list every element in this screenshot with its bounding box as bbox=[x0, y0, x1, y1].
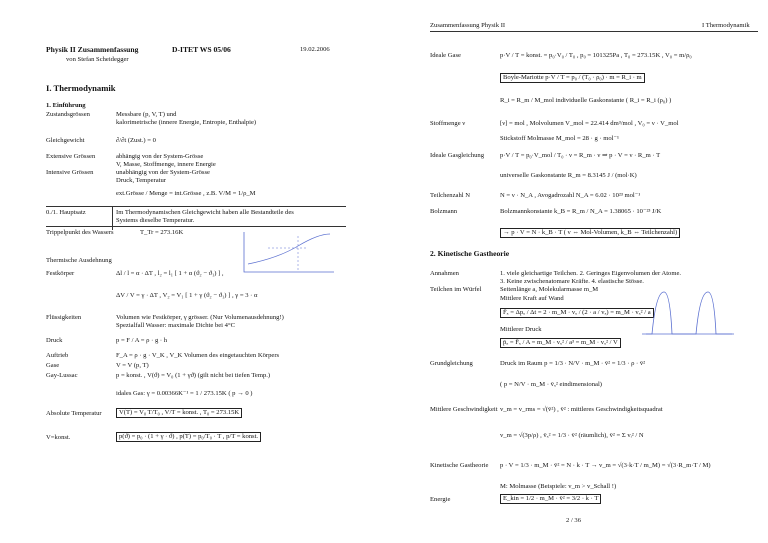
row-text: Seitenlänge a, Molekularmasse m_M bbox=[500, 286, 599, 293]
row-label: Gay-Lussac bbox=[46, 372, 78, 379]
row-label: Energie bbox=[430, 496, 451, 503]
row-label: Grundgleichung bbox=[430, 360, 473, 367]
subsection-title: 1. Einführung bbox=[46, 102, 86, 109]
section2-title: 2. Kinetische Gastheorie bbox=[430, 249, 510, 258]
header-rule bbox=[430, 31, 758, 32]
formula: v_m = √(3p/ρ) , v̄ₓ² = 1/3 · v̄² (räumlich), v̄² = Σ vᵢ² / N bbox=[500, 432, 644, 439]
page-header-left: Zusammenfassung Physik II bbox=[430, 22, 506, 29]
row-label: Trippelpunkt des Wassers bbox=[46, 229, 114, 236]
doc-date: 19.02.2006 bbox=[300, 46, 330, 53]
row-label: Druck bbox=[46, 337, 63, 344]
formula-box: V(T) = V₀ T/T₀ , V/T = konst. , T₀ = 273.15K bbox=[116, 408, 242, 418]
row-label: Gase bbox=[46, 362, 60, 369]
table-rule bbox=[46, 206, 346, 207]
formula-box: p̄ₓ = F̄ₓ / A = m_M · vₓ² / a³ = m_M · vₓ² / V bbox=[500, 338, 621, 348]
row-label: Stoffmenge ν bbox=[430, 120, 466, 127]
formula: Druck im Raum p = 1/3 · N/V · m_M · v̄² = 1/3 · ρ · v̄² bbox=[500, 360, 646, 367]
formula: p·V / T = p₀·V_mol / T₀ · ν = R_m · ν ⇒ p · V = ν · R_m · T bbox=[500, 152, 661, 159]
row-label: Ideale Gasgleichung bbox=[430, 152, 485, 159]
formula: V = V (p, T) bbox=[116, 362, 149, 369]
row-label: Teilchen im Würfel bbox=[430, 286, 482, 293]
formula-box: F̄ₓ = Δpₓ / Δt = 2 · m_M · vₓ / (2 · a / vₓ) = m_M · vₓ² / a bbox=[500, 308, 654, 318]
thermal-heading: Thermische Ausdehnung bbox=[46, 257, 112, 264]
row-text: ext.Grösse / Menge = int.Grösse , z.B. V/M = 1/ρ_M bbox=[116, 190, 256, 197]
row-text: kalorimetrische (innere Energie, Entropie, Enthalpie) bbox=[116, 119, 257, 126]
row-text: abhängig von der System-Grösse bbox=[116, 153, 204, 160]
row-label: Ideale Gase bbox=[430, 52, 461, 59]
row-text: Systems dieselbe Temperatur. bbox=[116, 217, 195, 224]
row-label: Absolute Temperatur bbox=[46, 410, 102, 417]
right-page bbox=[400, 0, 760, 543]
row-label: Gleichgewicht bbox=[46, 137, 85, 144]
formula: Δl / l = α · ΔT , l₂ = l₁ [ 1 + α (ϑ₂ − ϑ₁) ] , bbox=[116, 270, 224, 277]
row-label: Extensive Grössen bbox=[46, 153, 96, 160]
doc-title: Physik II Zusammenfassung bbox=[46, 45, 139, 54]
formula: p = F / A = ρ · g · h bbox=[116, 337, 168, 344]
row-label: V=konst. bbox=[46, 434, 71, 441]
page-number: 2 / 36 bbox=[566, 517, 582, 524]
formula: p·V / T = konst. = p₀·V₀ / T₀ , p₀ = 101325Pa , T₀ = 273.15K , V₀ = m/ρ₀ bbox=[500, 52, 692, 59]
sketch-graph bbox=[238, 228, 338, 276]
row-text: Messbare (p, V, T) und bbox=[116, 111, 177, 118]
formula-box: → p · V = N · k_B · T ( ν ⇔ Mol-Volumen, k_B ⇔ Teilchenzahl) bbox=[500, 228, 680, 238]
row-text: unabhängig von der System-Grösse bbox=[116, 169, 210, 176]
formula: p · V = 1/3 · m_M · v̄² = N · k · T → v_m = √(3·k·T / m_M) = √(3·R_m·T / M) bbox=[500, 462, 711, 469]
formula-box: Boyle-Mariotte p·V / T = p₀ / (T₀ · ρ₀) · m = R_i · m bbox=[500, 73, 645, 83]
row-label: Flüssigkeiten bbox=[46, 314, 82, 321]
row-text: Mittlere Kraft auf Wand bbox=[500, 295, 564, 302]
formula: p = konst. , V(ϑ) = V₀ (1 + γϑ) (gilt nicht bei tiefen Temp.) bbox=[116, 372, 271, 379]
table-rule bbox=[46, 226, 346, 227]
section-title: I. Thermodynamik bbox=[46, 83, 116, 93]
row-label: Annahmen bbox=[430, 270, 459, 277]
formula: [ν] = mol , Molvolumen V_mol = 22.414 dm³/mol , V₀ = ν · V_mol bbox=[500, 120, 679, 127]
row-text: ∂/∂t (Zust.) = 0 bbox=[116, 137, 156, 144]
row-label: Kinetische Gastheorie bbox=[430, 462, 489, 469]
row-label: Festkörper bbox=[46, 270, 75, 277]
row-label: Mittlere Geschwindigkeit bbox=[430, 406, 498, 413]
formula: idales Gas: γ = 0.00366K⁻¹ = 1 / 273.15K ( p → 0 ) bbox=[116, 390, 253, 397]
doc-subtitle: D-ITET WS 05/06 bbox=[172, 45, 231, 54]
row-text: 1. viele gleichartige Teilchen. 2. Geringes Eigenvolumen der Atome. bbox=[500, 270, 682, 277]
sketch-graph bbox=[638, 286, 738, 340]
formula-box: p(ϑ) = p₀ · (1 + γ · ϑ) , p(T) = p₀/T₀ · T , p/T = konst. bbox=[116, 432, 261, 442]
formula: universelle Gaskonstante R_m = 8.3145 J / (mol·K) bbox=[500, 172, 637, 179]
formula: R_i = R_m / M_mol individuelle Gaskonstante ( R_i = R_i (ρ₀) ) bbox=[500, 97, 672, 104]
formula-box: E_kin = 1/2 · m_M · v̄² = 3/2 · k · T bbox=[500, 494, 601, 504]
row-label: Intensive Grössen bbox=[46, 169, 94, 176]
row-label: Teilchenzahl N bbox=[430, 192, 470, 199]
row-text: M: Molmasse (Beispiele: v_m > v_Schall !) bbox=[500, 483, 617, 490]
formula: Bolzmannkonstante k_B = R_m / N_A = 1.38065 · 10⁻²³ J/K bbox=[500, 208, 662, 215]
row-text: Druck, Temperatur bbox=[116, 177, 166, 184]
doc-author: von Stefan Scheidegger bbox=[66, 56, 129, 63]
row-text: T_Tr = 273.16K bbox=[140, 229, 184, 236]
formula: ΔV / V = γ · ΔT , V₂ = V₁ [ 1 + γ (ϑ₂ − ϑ₁) ] , γ = 3 · α bbox=[116, 292, 258, 299]
formula: N = ν · N_A , Avogadrozahl N_A = 6.02 · 10²³ mol⁻¹ bbox=[500, 192, 641, 199]
page-header-right: I Thermodynamik bbox=[702, 22, 750, 29]
row-text: V, Masse, Stoffmenge, innere Energie bbox=[116, 161, 216, 168]
row-text: Mittlerer Druck bbox=[500, 326, 542, 333]
row-label: 0./1. Hauptsatz bbox=[46, 209, 86, 216]
row-label: Bolzmann bbox=[430, 208, 458, 215]
row-text: 3. Keine zwischenatomare Kräfte. 4. elastische Stösse. bbox=[500, 278, 644, 285]
row-label: Auftrieb bbox=[46, 352, 69, 359]
formula: ( p = N/V · m_M · v̄ₓ² eindimensional) bbox=[500, 381, 602, 388]
row-text: Spezialfall Wasser: maximale Dichte bei 4°C bbox=[116, 322, 235, 329]
formula: v_m = v_rms = √(v̄²) , v̄² : mittleres Geschwindigkeitsquadrat bbox=[500, 406, 663, 413]
row-text: Volumen wie Festkörper, γ grösser. (Nur Volumenausdehnung!) bbox=[116, 314, 284, 321]
formula: Stickstoff Molmasse M_mol = 28 · g · mol⁻¹ bbox=[500, 135, 619, 142]
row-text: Im Thermodynamischen Gleichgewicht haben alle Bestandteile des bbox=[116, 209, 294, 216]
formula: F_A = ρ · g · V_K , V_K Volumen des eingetauchten Körpers bbox=[116, 352, 280, 359]
row-label: Zustandsgrössen bbox=[46, 111, 90, 118]
